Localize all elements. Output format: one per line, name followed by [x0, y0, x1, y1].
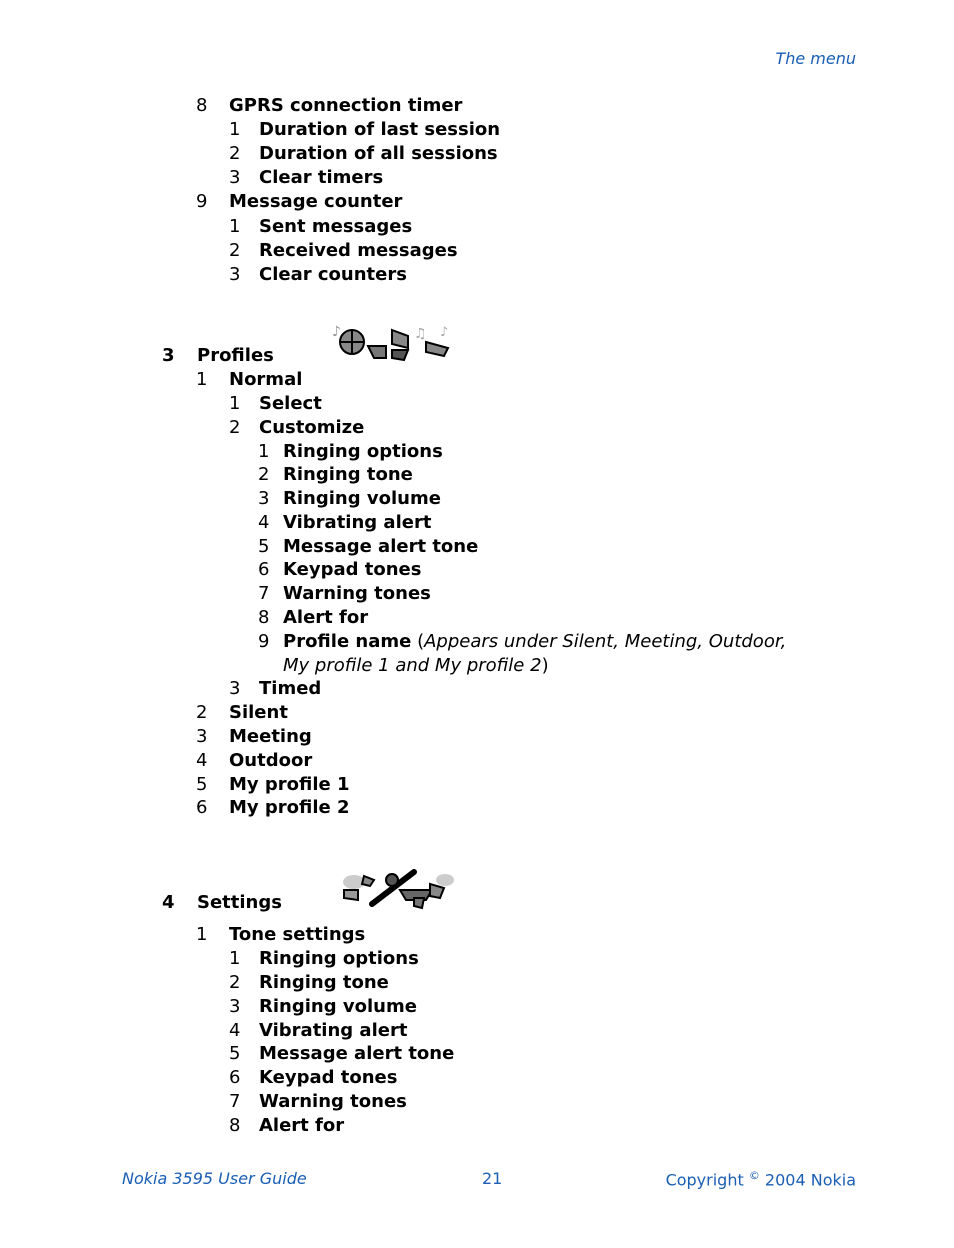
item-number: 7	[229, 1091, 241, 1112]
item-label: Clear counters	[259, 264, 407, 285]
item-label: Duration of last session	[259, 119, 501, 140]
copyright: Copyright © 2004 Nokia	[665, 1169, 856, 1190]
item-label: Silent	[229, 702, 288, 723]
item-label: Message alert tone	[259, 1043, 455, 1064]
list-item	[196, 923, 365, 947]
list-item	[229, 416, 364, 440]
item-number: 5	[229, 1043, 241, 1064]
list-item	[258, 582, 431, 606]
list-item	[229, 392, 322, 416]
item-number: 3	[196, 726, 208, 747]
list-item	[258, 535, 478, 559]
item-number: 2	[258, 464, 270, 485]
item-number: 2	[229, 240, 241, 261]
list-item-profile-name: 9 Profile name (Appears under Silent, Meeting, Outdoor,	[258, 631, 787, 652]
list-item	[229, 947, 419, 971]
item-label: Ringing volume	[259, 996, 417, 1017]
list-item	[229, 1114, 344, 1138]
item-number: 6	[258, 559, 270, 580]
list-item	[196, 368, 302, 392]
list-item	[229, 677, 321, 701]
item-number: 3	[229, 167, 241, 188]
item-label: Keypad tones	[259, 1067, 398, 1088]
item-number: 7	[258, 583, 270, 604]
profile-name-note: Appears under Silent, Meeting, Outdoor,	[424, 631, 787, 652]
item-number: 2	[229, 417, 241, 438]
list-item	[258, 511, 431, 535]
item-number: 1	[196, 369, 208, 390]
list-item	[196, 701, 288, 725]
list-item	[229, 166, 383, 190]
item-label: My profile 1	[229, 774, 350, 795]
item-label: Outdoor	[229, 750, 313, 771]
item-label: Ringing options	[283, 441, 443, 462]
profiles-icon	[330, 322, 455, 362]
section-profiles-heading	[162, 344, 274, 368]
item-label: Alert for	[259, 1115, 345, 1136]
settings-icon	[340, 868, 458, 910]
item-number: 8	[229, 1115, 241, 1136]
item-number: 1	[229, 393, 241, 414]
list-item	[229, 263, 407, 287]
list-item	[196, 190, 402, 214]
item-label: GPRS connection timer	[229, 95, 463, 116]
profile-name-note-cont: My profile 1 and My profile 2	[283, 655, 542, 676]
list-item	[229, 215, 412, 239]
item-number: 3	[229, 264, 241, 285]
running-header: The menu	[775, 49, 856, 68]
item-label: Ringing options	[259, 948, 419, 969]
item-label: Vibrating alert	[283, 512, 432, 533]
list-item	[196, 94, 462, 118]
item-number: 8	[258, 607, 270, 628]
list-item	[229, 118, 500, 142]
list-item	[258, 487, 441, 511]
guide-title: Nokia 3595 User Guide	[122, 1169, 307, 1188]
item-label: Ringing volume	[283, 488, 441, 509]
item-number: 4	[229, 1020, 241, 1041]
list-item	[229, 1042, 454, 1066]
section-settings-heading	[162, 891, 282, 915]
list-item	[196, 773, 350, 797]
item-number: 4	[196, 750, 208, 771]
svg-text:♪: ♪	[440, 325, 449, 340]
svg-text:♫: ♫	[414, 326, 427, 342]
item-label: Customize	[259, 417, 365, 438]
item-label: Keypad tones	[283, 559, 422, 580]
item-label: Tone settings	[229, 924, 366, 945]
item-label: Meeting	[229, 726, 312, 747]
item-number: 3	[229, 678, 241, 699]
item-label: My profile 2	[229, 797, 350, 818]
item-number: 1	[196, 924, 208, 945]
item-label: Message alert tone	[283, 536, 479, 557]
item-label: Warning tones	[259, 1091, 407, 1112]
item-label: Sent messages	[259, 216, 413, 237]
svg-text:♪: ♪	[332, 324, 341, 340]
list-item	[229, 971, 389, 995]
item-label: Ringing tone	[283, 464, 413, 485]
list-item	[229, 1019, 407, 1043]
item-number: 5	[196, 774, 208, 795]
page-number: 21	[482, 1169, 503, 1188]
item-label: Normal	[229, 369, 303, 390]
list-item	[196, 725, 312, 749]
item-number: 3	[229, 996, 241, 1017]
list-item-profile-name-cont: My profile 1 and My profile 2)	[283, 655, 549, 676]
item-number: 1	[258, 441, 270, 462]
section-number: 4	[162, 892, 175, 913]
item-label: Select	[259, 393, 322, 414]
item-label: Message counter	[229, 191, 403, 212]
item-number: 9	[258, 631, 270, 652]
item-number: 8	[196, 95, 208, 116]
list-item	[229, 142, 498, 166]
item-number: 1	[229, 216, 241, 237]
list-item	[229, 995, 417, 1019]
item-label: Clear timers	[259, 167, 384, 188]
item-label: Vibrating alert	[259, 1020, 408, 1041]
item-label: Profile name	[283, 631, 412, 652]
item-number: 2	[229, 972, 241, 993]
list-item	[196, 749, 312, 773]
list-item	[229, 239, 458, 263]
section-title: Profiles	[197, 345, 274, 366]
item-number: 6	[229, 1067, 241, 1088]
list-item	[258, 558, 421, 582]
item-label: Alert for	[283, 607, 369, 628]
list-item	[229, 1066, 397, 1090]
item-number: 9	[196, 191, 208, 212]
item-label: Timed	[259, 678, 322, 699]
item-number: 2	[196, 702, 208, 723]
list-item	[196, 796, 350, 820]
item-label: Warning tones	[283, 583, 431, 604]
list-item	[258, 606, 368, 630]
list-item	[258, 440, 443, 464]
item-number: 6	[196, 797, 208, 818]
item-number: 3	[258, 488, 270, 509]
item-number: 4	[258, 512, 270, 533]
item-number: 2	[229, 143, 241, 164]
list-item	[229, 1090, 407, 1114]
item-label: Received messages	[259, 240, 458, 261]
section-title: Settings	[197, 892, 282, 913]
item-number: 1	[229, 119, 241, 140]
item-number: 5	[258, 536, 270, 557]
list-item	[258, 463, 413, 487]
item-label: Ringing tone	[259, 972, 389, 993]
section-number: 3	[162, 345, 175, 366]
item-label: Duration of all sessions	[259, 143, 498, 164]
item-number: 1	[229, 948, 241, 969]
